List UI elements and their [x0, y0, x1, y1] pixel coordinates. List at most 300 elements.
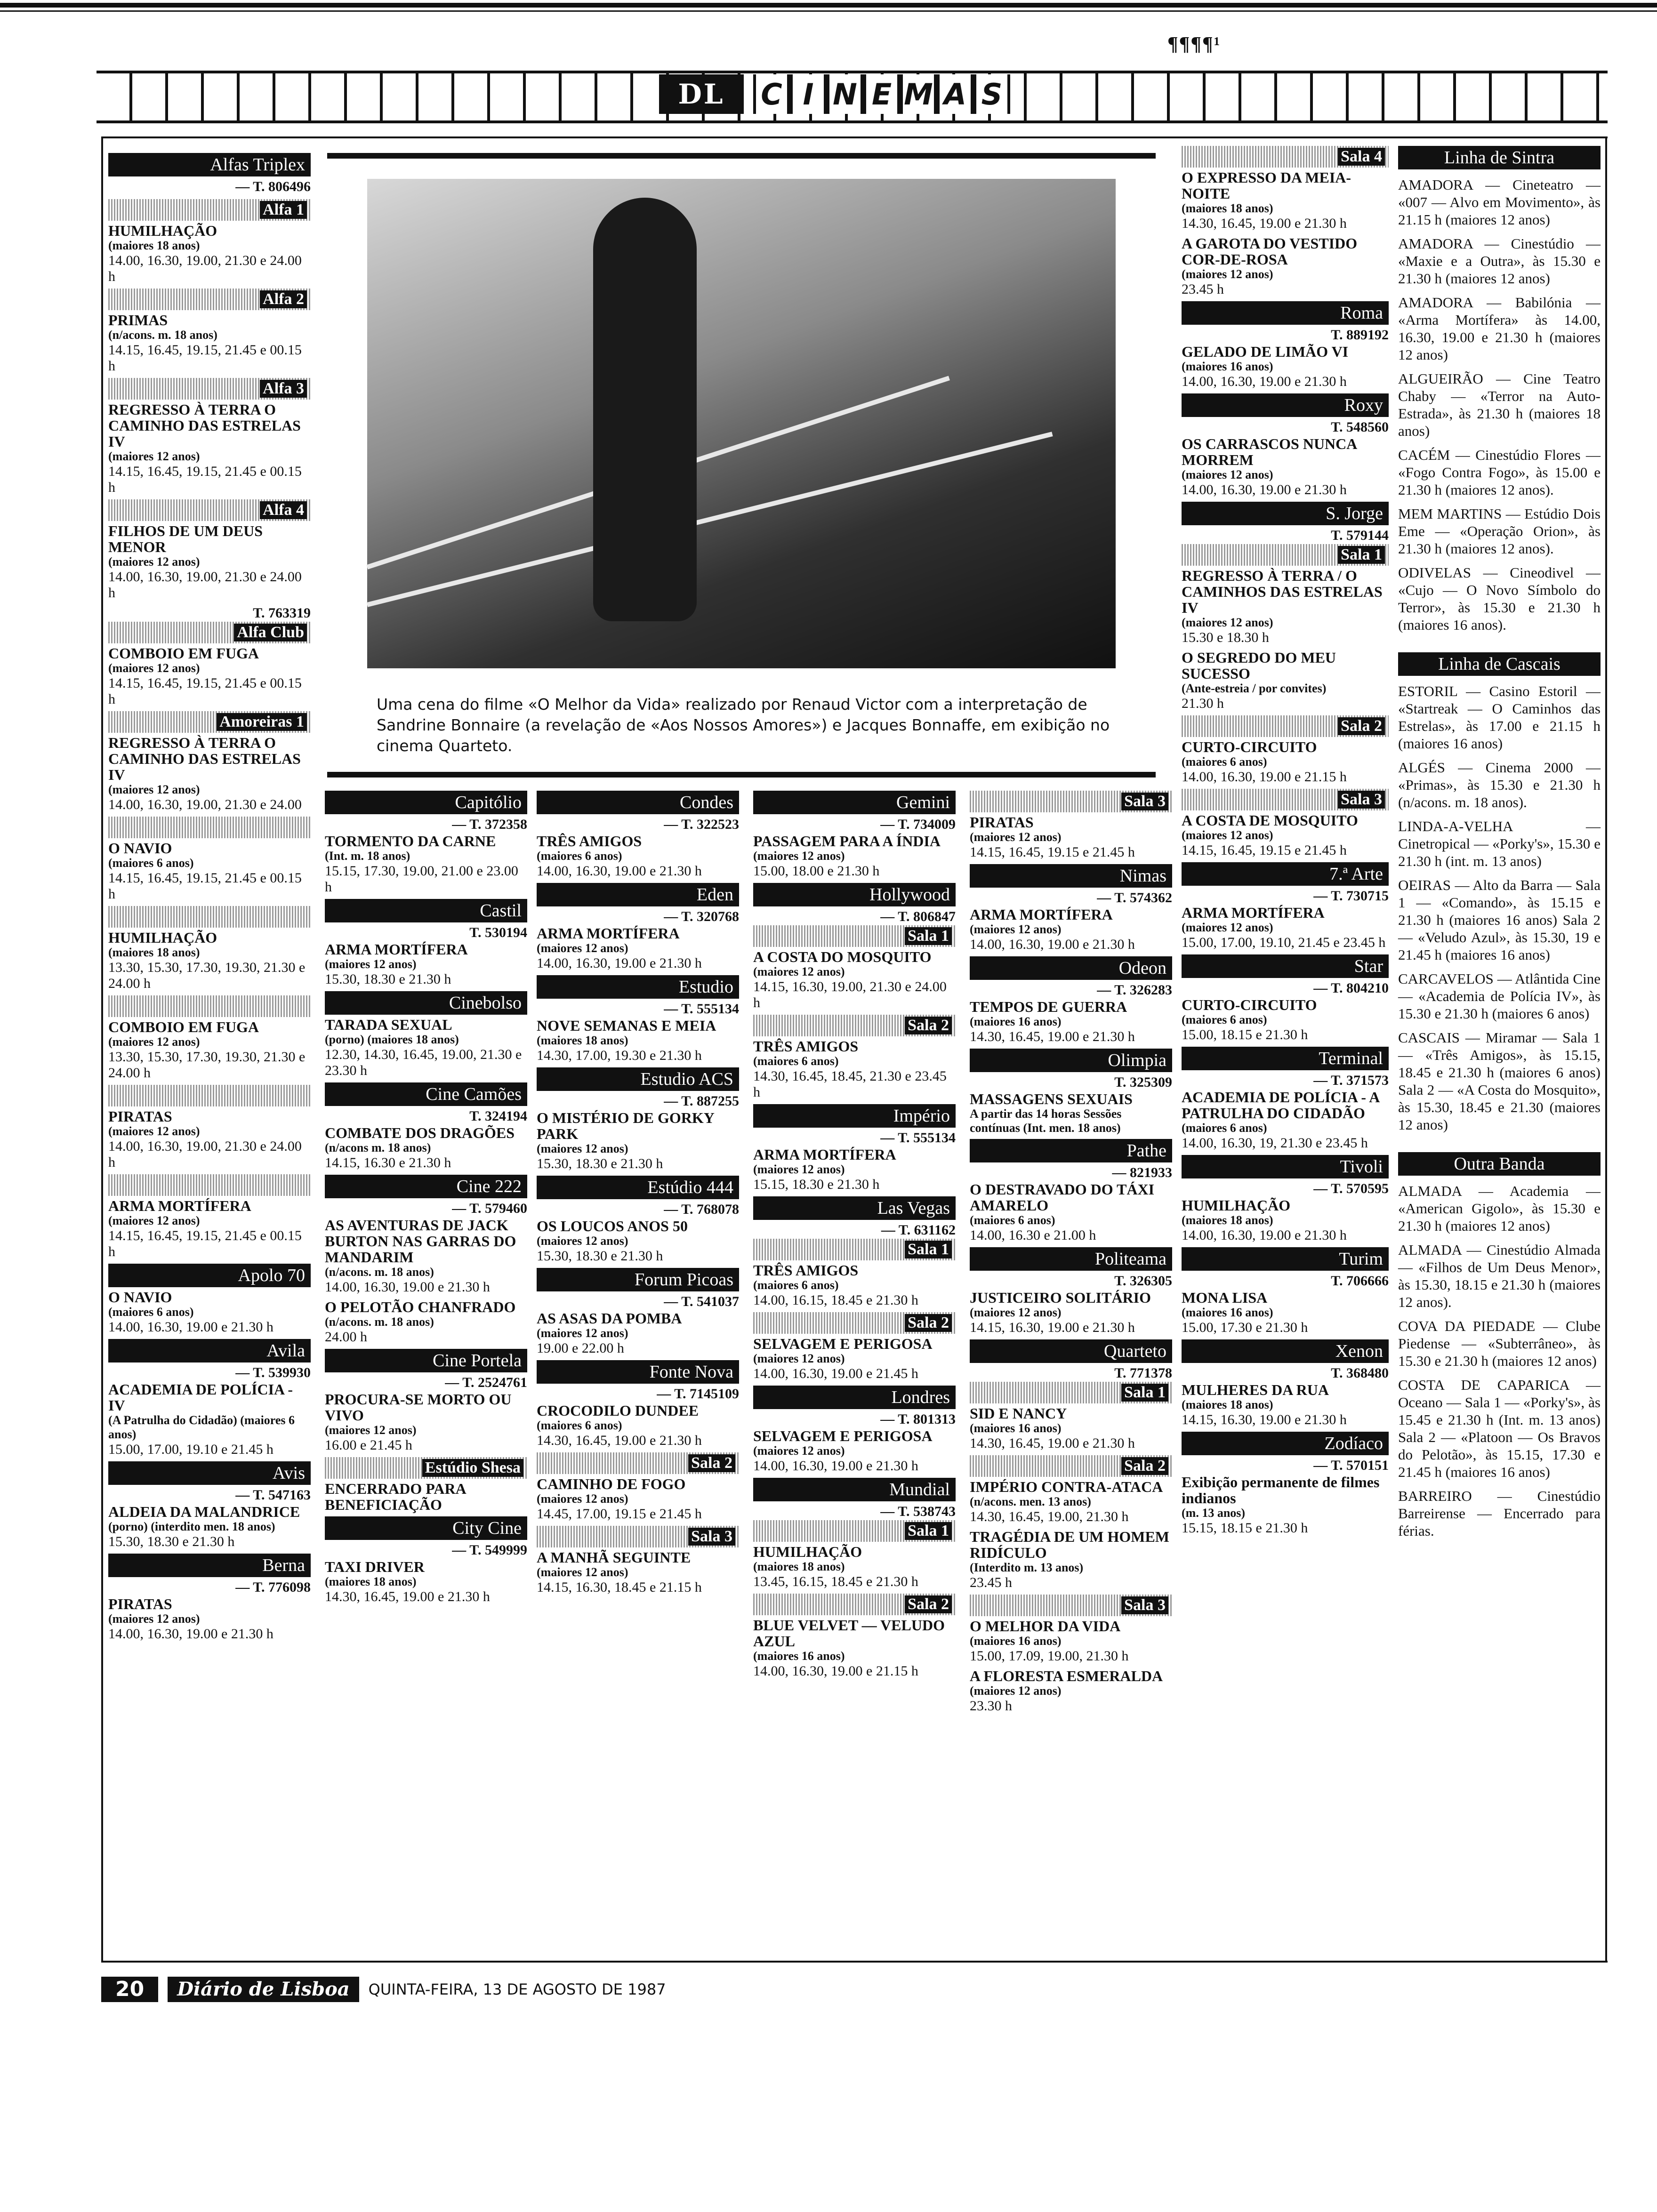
listings-column-2 — [537, 791, 739, 1599]
phone-number: — T. 806496 — [235, 179, 311, 194]
showtimes: 14.15, 16.30 e 21.30 h — [325, 1155, 451, 1170]
cinema-listing — [537, 975, 739, 1064]
region-heading: Outra Banda — [1398, 1152, 1601, 1176]
film-rating: (maiores 18 anos) — [325, 1575, 417, 1588]
cinema-listing — [325, 1175, 527, 1295]
cinema-listing — [1182, 954, 1389, 1043]
cinema-listing — [970, 1668, 1172, 1714]
film-title: HUMILHAÇÃO — [753, 1543, 862, 1560]
film-rating: (n/acons. m. 18 anos) — [325, 1265, 434, 1279]
film-rating: (maiores 12 anos) — [753, 1352, 845, 1365]
film-rating: (maiores 6 anos) — [1182, 755, 1267, 769]
cinema-name: Terminal — [1182, 1047, 1389, 1070]
cinema-name: Condes — [537, 791, 739, 814]
cinema-listing — [108, 1174, 311, 1260]
cinema-listing — [325, 899, 527, 987]
film-title: JUSTICEIRO SOLITÁRIO — [970, 1289, 1151, 1306]
screen-label — [325, 1457, 527, 1479]
phone-number: — T. 538743 — [880, 1504, 956, 1519]
photo-bottom-rule — [327, 772, 1156, 777]
regional-listing: MEM MARTINS — Estúdio Dois Eme — «Operação Orion», às 21.30 h (maiores 12 anos). — [1398, 505, 1601, 557]
film-title: REGRESSO À TERRA O CAMINHO DAS ESTRELAS IV — [108, 401, 301, 450]
title-letter: A — [937, 74, 973, 114]
phone-number: — T. 804210 — [1313, 980, 1389, 996]
showtimes: 14.00, 16.30 e 21.00 h — [970, 1227, 1096, 1243]
screen-name: Alfa 3 — [260, 380, 307, 398]
showtimes: 14.00, 16.30, 19.00 e 21.30 h — [1182, 374, 1347, 389]
cinema-listing — [753, 883, 956, 1011]
cinema-listing — [108, 995, 311, 1081]
showtimes: 21.30 h — [1182, 696, 1224, 711]
film-rating: (maiores 12 anos) — [108, 1214, 200, 1227]
regional-listing: AMADORA — Cinestúdio — «Maxie e a Outra», às 15.30 e 21.30 h (maiores 12 anos) — [1398, 235, 1601, 287]
phone-number: — T. 570151 — [1313, 1458, 1389, 1473]
film-title: COMBOIO EM FUGA — [108, 1018, 259, 1035]
phone-number: T. 325309 — [1114, 1074, 1172, 1090]
film-rating: (maiores 12 anos) — [537, 1565, 628, 1579]
film-title: AS ASAS DA POMBA — [537, 1310, 682, 1327]
cinema-name: Nimas — [970, 864, 1172, 888]
film-title: FILHOS DE UM DEUS MENOR — [108, 522, 263, 555]
cinema-name: Capitólio — [325, 791, 527, 814]
phone-number: — T. 549999 — [452, 1542, 527, 1558]
film-rating: (maiores 16 anos) — [970, 1421, 1062, 1435]
photo-caption: Uma cena do filme «O Melhor da Vida» realizado por Renaud Victor com a interpretação de Sandrine Bonnaire (a revelação de «Aos Nossos Amores») e Jacques Bonnaffe, em exibição no cinema Quarteto. — [377, 695, 1110, 755]
film-rating: (maiores 12 anos) — [1182, 828, 1273, 842]
cinema-name: Hollywood — [753, 883, 956, 906]
film-rating: (maiores 12 anos) — [970, 830, 1062, 844]
film-rating: (maiores 18 anos) — [1182, 201, 1273, 215]
film-title: PASSAGEM PARA A ÍNDIA — [753, 833, 941, 850]
film-title: GELADO DE LIMÃO VI — [1182, 343, 1349, 360]
film-rating: (maiores 6 anos) — [970, 1213, 1055, 1227]
screen-name: Alfa 1 — [260, 201, 307, 219]
cinema-listing — [970, 1455, 1172, 1525]
cinema-listing — [753, 1196, 956, 1308]
film-title: PRIMAS — [108, 312, 168, 329]
showtimes: 15.30 e 18.30 h — [1182, 630, 1269, 645]
cinema-listing — [970, 1529, 1172, 1591]
regional-listing: OEIRAS — Alto da Barra — Sala 1 — «Comando», às 15.15 e 21.30 h (maiores 16 anos) Sala 2 — «Veludo Azul», às 15.30, 19 e 21.45 h (maiores 16 anos) — [1398, 877, 1601, 963]
listings-left-column — [108, 153, 311, 1646]
cinema-name: Roxy — [1182, 393, 1389, 417]
cinema-name: Quarteto — [970, 1339, 1172, 1363]
cinema-listing — [108, 1461, 311, 1550]
film-title: ARMA MORTÍFERA — [108, 1197, 251, 1214]
cinema-name: Olimpia — [970, 1049, 1172, 1072]
cinema-name: Eden — [537, 883, 739, 906]
film-title: SELVAGEM E PERIGOSA — [753, 1335, 933, 1352]
film-rating: (Int. m. 18 anos) — [325, 849, 410, 863]
regional-listings-column — [1398, 146, 1601, 1546]
screen-label — [108, 906, 311, 928]
showtimes: 15.15, 18.15 e 21.30 h — [1182, 1520, 1308, 1536]
screen-label — [108, 378, 311, 400]
showtimes: 14.00, 16.30, 19.00 e 21.30 h — [108, 1319, 273, 1335]
film-rating: (maiores 16 anos) — [1182, 1306, 1273, 1319]
screen-label — [753, 1015, 956, 1036]
film-title: A GAROTA DO VESTIDO COR-DE-ROSA — [1182, 235, 1358, 268]
screen-name: Sala 1 — [905, 1522, 952, 1540]
cinema-name: Avila — [108, 1339, 311, 1362]
phone-number: — T. 555134 — [880, 1130, 956, 1146]
showtimes: 13.45, 16.15, 18.45 e 21.30 h — [753, 1574, 918, 1589]
phone-number: T. 763319 — [253, 605, 311, 621]
cinema-listing — [537, 791, 739, 879]
phone-number: — T. 730715 — [1313, 888, 1389, 904]
cinema-listing — [537, 1067, 739, 1172]
film-title: A COSTA DE MOSQUITO — [1182, 812, 1358, 829]
showtimes: 14.30, 17.00, 19.30 e 21.30 h — [537, 1048, 702, 1063]
film-rating: (maiores 12 anos) — [108, 783, 200, 796]
film-title: HUMILHAÇÃO — [108, 222, 217, 239]
film-rating: (m. 13 anos) — [1182, 1506, 1246, 1520]
cinema-listing — [753, 1104, 956, 1193]
film-rating: (A Patrulha do Cidadão) (maiores 6 anos) — [108, 1413, 295, 1441]
film-title: O SEGREDO DO MEU SUCESSO — [1182, 649, 1336, 682]
film-rating: (maiores 12 anos) — [1182, 468, 1273, 481]
regional-listing: COVA DA PIEDADE — Clube Piedense — «Subterrâneo», às 15.30 e 21.30 h (maiores 12 anos) — [1398, 1318, 1601, 1369]
screen-label — [108, 817, 311, 838]
showtimes: 14.30, 16.45, 19.00 e 21.30 h — [970, 1029, 1135, 1044]
film-rating: (maiores 12 anos) — [537, 1326, 628, 1340]
film-rating: (maiores 6 anos) — [537, 1419, 622, 1432]
showtimes: 15.30, 18.30 e 21.30 h — [537, 1156, 663, 1171]
film-rating: (porno) (maiores 18 anos) — [325, 1033, 459, 1046]
region-heading: Linha de Cascais — [1398, 652, 1601, 676]
cinema-name: Politeama — [970, 1247, 1172, 1271]
film-rating: (maiores 18 anos) — [1182, 1398, 1273, 1411]
film-rating: (n/acons m. 18 anos) — [325, 1141, 431, 1154]
cinema-name: Alfas Triplex — [108, 153, 311, 176]
listings-column-3 — [753, 791, 956, 1683]
film-rating: (maiores 18 anos) — [753, 1560, 845, 1573]
film-title: TAXI DRIVER — [325, 1558, 425, 1575]
screen-name: Sala 2 — [905, 1017, 952, 1034]
film-rating: (maiores 18 anos) — [537, 1034, 628, 1047]
film-title: HUMILHAÇÃO — [108, 929, 217, 946]
film-rating: (porno) (interdito men. 18 anos) — [108, 1520, 275, 1533]
showtimes: 14.30, 16.45, 19.00 e 21.30 h — [970, 1435, 1135, 1451]
film-still-photo — [367, 179, 1116, 668]
regional-listing: ESTORIL — Casino Estoril — «Startreak — O Caminhos das Estrelas», às 17.00 e 21.15 h (maiores 16 anos) — [1398, 683, 1601, 752]
film-rating: (maiores 12 anos) — [1182, 921, 1273, 934]
cinema-listing — [1182, 715, 1389, 785]
film-rating: (maiores 6 anos) — [1182, 1013, 1267, 1026]
phone-number: — T. 372358 — [452, 817, 527, 832]
cinema-name: Castil — [325, 899, 527, 922]
listings-right-column — [1182, 146, 1389, 1540]
cinema-listing — [1182, 502, 1389, 646]
film-rating: (Ante-estreia / por convites) — [1182, 681, 1327, 695]
screen-name: Alfa 2 — [260, 290, 307, 308]
cinema-listing — [753, 1386, 956, 1474]
cinema-listing — [108, 1085, 311, 1170]
cinema-name: Pathe — [970, 1139, 1172, 1162]
film-title: NOVE SEMANAS E MEIA — [537, 1017, 716, 1034]
showtimes: 15.30, 18.30 e 21.30 h — [325, 971, 451, 987]
screen-name: Sala 2 — [905, 1595, 952, 1613]
film-title: MULHERES DA RUA — [1182, 1381, 1329, 1398]
film-rating: (maiores 6 anos) — [537, 849, 622, 863]
showtimes: 15.00, 17.00, 19.10 e 21.45 h — [108, 1442, 273, 1457]
film-title: TEMPOS DE GUERRA — [970, 998, 1127, 1015]
regional-listing: AMADORA — Cineteatro — «007 — Alvo em Movimento», às 21.15 h (maiores 12 anos) — [1398, 176, 1601, 228]
cinema-listing — [970, 864, 1172, 953]
showtimes: 14.00, 16.30, 19.00 e 21.30 h — [325, 1279, 490, 1295]
cinema-listing — [108, 605, 311, 707]
cinema-listing — [1182, 235, 1389, 297]
screen-label — [753, 1520, 956, 1542]
phone-number: — T. 371573 — [1313, 1073, 1389, 1088]
showtimes: 14.30, 16.45, 18.45, 21.30 e 23.45 h — [753, 1068, 947, 1100]
showtimes: 14.30, 16.45, 19.00 e 21.30 h — [325, 1589, 490, 1604]
showtimes: 14.15, 16.45, 19.15, 21.45 e 00.15 h — [108, 1228, 302, 1259]
cinema-name: Berna — [108, 1554, 311, 1577]
cinema-listing — [108, 289, 311, 374]
film-rating: (Interdito m. 13 anos) — [970, 1561, 1084, 1574]
screen-label — [970, 1595, 1172, 1616]
phone-number: — T. 579460 — [452, 1201, 527, 1216]
screen-label — [108, 199, 311, 221]
film-rating: (maiores 12 anos) — [753, 965, 845, 978]
showtimes: 14.15, 16.45, 19.15 e 21.45 h — [1182, 842, 1347, 858]
cinema-name: Cine 222 — [325, 1175, 527, 1198]
film-rating: (maiores 16 anos) — [970, 1015, 1062, 1028]
film-title: CURTO-CIRCUITO — [1182, 996, 1317, 1013]
showtimes: 13.30, 15.30, 17.30, 19.30, 21.30 e 24.00 h — [108, 960, 306, 991]
cinema-listing — [537, 1452, 739, 1522]
film-rating: (maiores 18 anos) — [108, 946, 200, 959]
film-title: CROCODILO DUNDEE — [537, 1402, 699, 1419]
film-rating: (n/acons. m. 18 anos) — [325, 1315, 434, 1329]
showtimes: 14.15, 16.45, 19.15, 21.45 e 00.15 h — [108, 675, 302, 707]
cinema-name: Tivoli — [1182, 1155, 1389, 1178]
cinema-name: Zodíaco — [1182, 1432, 1389, 1455]
phone-number: T. 368480 — [1331, 1365, 1389, 1381]
cinema-listing — [537, 883, 739, 971]
film-title: TARADA SEXUAL — [325, 1016, 452, 1033]
cinema-listing — [108, 153, 311, 195]
regional-listing: CASCAIS — Miramar — Sala 1 — «Três Amigos», às 15.15, 18.45 e 21.30 h (maiores 6 anos) Sala 2 — «A Costa do Mosquito», às 15.30, 18.45 e 21.30 (maiores 12 anos) — [1398, 1029, 1601, 1133]
cinema-name: Las Vegas — [753, 1196, 956, 1220]
showtimes: 14.15, 16.30, 18.45 e 21.15 h — [537, 1579, 702, 1595]
screen-label — [108, 499, 311, 521]
film-rating: (maiores 12 anos) — [537, 1142, 628, 1155]
film-rating: (maiores 12 anos) — [108, 1612, 200, 1626]
dl-logo: DL — [659, 74, 744, 114]
film-title: BLUE VELVET — VELUDO AZUL — [753, 1617, 945, 1650]
frame-top — [101, 136, 1608, 138]
frame-left — [101, 136, 103, 1963]
phone-number: — T. 574362 — [1097, 890, 1172, 906]
showtimes: 14.00, 16.30, 19.00 e 21.30 h — [753, 1458, 918, 1474]
cinema-name: S. Jorge — [1182, 502, 1389, 525]
cinema-listing — [753, 791, 956, 879]
showtimes: 23.30 h — [970, 1698, 1012, 1714]
film-title: CAMINHO DE FOGO — [537, 1475, 686, 1492]
screen-label — [1182, 789, 1389, 810]
film-title: ARMA MORTÍFERA — [1182, 904, 1325, 921]
regional-listing: ALMADA — Cinestúdio Almada — «Filhos de Um Deus Menor», às 15.30, 18.15 e 21.30 h (maiores 12 anos). — [1398, 1242, 1601, 1310]
cinema-name: Apolo 70 — [108, 1264, 311, 1287]
screen-name: Sala 2 — [1338, 717, 1385, 735]
showtimes: 14.15, 16.45, 19.15 e 21.45 h — [970, 844, 1135, 860]
cinema-listing — [1182, 1432, 1389, 1536]
film-rating: (maiores 6 anos) — [753, 1054, 839, 1068]
cinema-listing — [1182, 1155, 1389, 1243]
screen-name: Sala 4 — [1338, 148, 1385, 166]
showtimes: 14.15, 16.45, 19.15, 21.45 e 00.15 h — [108, 870, 302, 902]
screen-name: Sala 1 — [1338, 546, 1385, 564]
phone-number: — T. 806847 — [880, 909, 956, 924]
phone-number: — T. 320768 — [664, 909, 739, 924]
film-title: O PELOTÃO CHANFRADO — [325, 1298, 516, 1315]
film-rating: (maiores 16 anos) — [970, 1634, 1062, 1648]
cinema-listing — [970, 1049, 1172, 1135]
frame-bottom — [101, 1961, 1608, 1963]
film-rating: (maiores 6 anos) — [1182, 1121, 1267, 1135]
film-title: HUMILHAÇÃO — [1182, 1197, 1291, 1214]
showtimes: 19.00 e 22.00 h — [537, 1340, 624, 1356]
phone-number: — T. 631162 — [881, 1222, 956, 1238]
cinema-listing — [108, 499, 311, 601]
cinema-listing — [1182, 1247, 1389, 1336]
film-rating: (maiores 12 anos) — [753, 1444, 845, 1458]
cinema-listing — [1182, 1047, 1389, 1151]
screen-label — [970, 1382, 1172, 1403]
showtimes: 15.30, 18.30 e 21.30 h — [108, 1534, 235, 1549]
cinema-listing — [108, 1264, 311, 1335]
cinema-listing — [970, 791, 1172, 860]
film-title: O MISTÉRIO DE GORKY PARK — [537, 1109, 714, 1142]
cinema-name: Xenon — [1182, 1339, 1389, 1363]
cinema-name: Turim — [1182, 1247, 1389, 1271]
regional-listing: ALGÉS — Cinema 2000 — «Primas», às 15.30 e 21.30 h (n/acons. m. 18 anos). — [1398, 759, 1601, 810]
cinema-listing — [970, 1247, 1172, 1336]
film-title: O EXPRESSO DA MEIA-NOITE — [1182, 169, 1351, 202]
film-title: REGRESSO À TERRA O CAMINHO DAS ESTRELAS IV — [108, 734, 301, 783]
screen-name: Sala 3 — [1338, 791, 1385, 809]
showtimes: 14.00, 16.30, 19, 21.30 e 23.45 h — [1182, 1135, 1368, 1151]
film-rating: (maiores 6 anos) — [108, 1305, 194, 1319]
film-title: PROCURA-SE MORTO OU VIVO — [325, 1391, 512, 1424]
film-title: ARMA MORTÍFERA — [325, 941, 468, 958]
cinema-name: 7.ª Arte — [1182, 862, 1389, 886]
regional-listing: BARREIRO — Cinestúdio Barreirense — Encerrado para férias. — [1398, 1488, 1601, 1539]
phone-number: — T. 326283 — [1097, 982, 1172, 998]
page-footer — [101, 1977, 807, 2002]
film-title: O DESTRAVADO DO TÁXI AMARELO — [970, 1181, 1155, 1214]
showtimes: 14.30, 16.45, 19.00 e 21.30 h — [537, 1433, 702, 1448]
cinema-listing — [970, 1339, 1172, 1451]
showtimes: 15.00, 17.09, 19.00, 21.30 h — [970, 1648, 1129, 1664]
film-title: PIRATAS — [108, 1595, 172, 1612]
phone-number: T. 889192 — [1331, 327, 1389, 343]
phone-number: — 821933 — [1112, 1165, 1172, 1180]
cinema-listing — [108, 817, 311, 902]
screen-label — [1182, 146, 1389, 168]
cinema-name: Cine Camões — [325, 1082, 527, 1106]
film-rating: (maiores 6 anos) — [108, 856, 194, 870]
top-rule-thin — [0, 10, 1657, 12]
regional-listing: AMADORA — Babilónia — «Arma Mortífera» às 14.00, 16.30, 19.00 e 21.30 h (maiores 12 anos) — [1398, 294, 1601, 363]
cinema-name: Star — [1182, 954, 1389, 978]
film-rating: (maiores 16 anos) — [753, 1649, 845, 1663]
screen-name: Alfa 4 — [260, 501, 307, 519]
cinema-name: Cine Portela — [325, 1349, 527, 1372]
screen-label — [753, 925, 956, 947]
showtimes: 14.00, 16.15, 18.45 e 21.30 h — [753, 1292, 918, 1308]
title-letter: I — [790, 74, 827, 114]
cinema-name: Estúdio 444 — [537, 1176, 739, 1199]
cinema-listing — [1182, 393, 1389, 498]
phone-number: T. 771378 — [1114, 1365, 1172, 1381]
film-rating: (maiores 12 anos) — [108, 555, 200, 569]
film-rating: (maiores 12 anos) — [1182, 616, 1273, 629]
phone-number: — T. 2524761 — [445, 1375, 527, 1390]
title-letter: S — [973, 74, 1010, 114]
film-title: ACADEMIA DE POLÍCIA - A PATRULHA DO CIDADÃO — [1182, 1089, 1379, 1122]
film-title: CURTO-CIRCUITO — [1182, 738, 1317, 755]
screen-label — [108, 711, 311, 733]
showtimes: 14.15, 16.30, 19.00 e 21.30 h — [970, 1320, 1135, 1335]
screen-name: Sala 2 — [1121, 1457, 1168, 1475]
showtimes: 14.00, 16.30, 19.00 e 21.30 h — [537, 955, 702, 971]
cinema-listing — [325, 991, 527, 1079]
showtimes: 14.00, 16.30, 19.00 e 21.30 h — [1182, 482, 1347, 497]
phone-number: T. 548560 — [1331, 419, 1389, 435]
cinema-listing — [537, 1176, 739, 1264]
film-title: TRÊS AMIGOS — [753, 1038, 859, 1055]
cinema-listing — [1182, 862, 1389, 951]
screen-name: Sala 3 — [1121, 793, 1168, 810]
screen-name: Alfa Club — [234, 624, 307, 641]
film-rating: (maiores 12 anos) — [108, 661, 200, 675]
cinema-listing — [1182, 1339, 1389, 1428]
film-rating: (maiores 12 anos) — [753, 849, 845, 863]
regional-listing: CARCAVELOS — Atlântida Cine — «Academia de Polícia IV», às 15.30 e 21.30 h (maiores 6 anos) — [1398, 970, 1601, 1022]
cinema-name: Mundial — [753, 1478, 956, 1501]
cinema-listing — [108, 711, 311, 813]
film-title: ARMA MORTÍFERA — [537, 925, 680, 942]
section-title — [753, 74, 1010, 114]
screen-label — [970, 791, 1172, 812]
screen-name: Sala 3 — [688, 1528, 735, 1546]
showtimes: 14.00, 16.30, 19.00 e 21.30 h — [1182, 1227, 1347, 1243]
film-title: REGRESSO À TERRA / O CAMINHOS DAS ESTRELAS IV — [1182, 567, 1383, 616]
film-title: COMBATE DOS DRAGÕES — [325, 1124, 515, 1141]
film-title: TORMENTO DA CARNE — [325, 833, 496, 850]
cinema-name: Cinebolso — [325, 991, 527, 1015]
showtimes: 23.45 h — [970, 1575, 1012, 1590]
listings-column-4 — [970, 791, 1172, 1718]
phone-number: T. 326305 — [1114, 1273, 1172, 1289]
film-rating: (maiores 6 anos) — [753, 1278, 839, 1292]
regional-listing: ALMADA — Academia — «American Gigolo», às 15.30 e 21.30 h (maiores 12 anos) — [1398, 1183, 1601, 1234]
cinema-listing — [325, 1349, 527, 1453]
film-title: O MELHOR DA VIDA — [970, 1618, 1121, 1635]
phone-number: — T. 322523 — [664, 817, 739, 832]
film-title: TRAGÉDIA DE UM HOMEM RIDÍCULO — [970, 1528, 1169, 1561]
title-letter: M — [900, 74, 937, 114]
screen-name: Estúdio Shesa — [422, 1459, 523, 1477]
film-rating: (maiores 12 anos) — [970, 1684, 1062, 1698]
screen-label — [1182, 544, 1389, 566]
cinema-listing — [325, 1516, 527, 1605]
cinema-name: Fonte Nova — [537, 1360, 739, 1384]
film-rating: (maiores 12 anos) — [537, 1234, 628, 1248]
